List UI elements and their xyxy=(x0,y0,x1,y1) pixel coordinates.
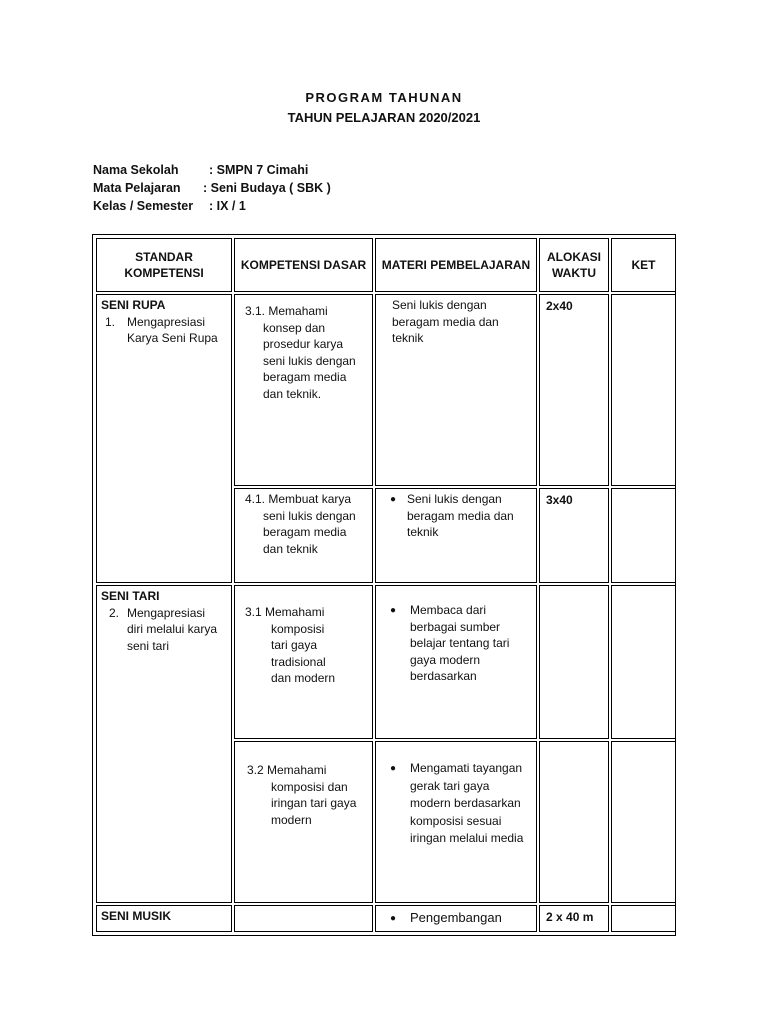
table-header-row xyxy=(96,238,676,292)
kd-text: komposisi dan iringan tari gaya modern xyxy=(271,779,357,827)
list-item xyxy=(390,491,530,541)
info-row-school xyxy=(93,163,309,177)
item-number: 2. xyxy=(109,605,120,620)
info-label: Kelas / Semester xyxy=(93,199,194,213)
info-row-class xyxy=(93,199,246,213)
kd-text: komposisi tari gaya tradisional dan modern xyxy=(271,621,336,685)
kd-lead: 3.1. Memahami xyxy=(245,304,328,318)
info-value: : IX / 1 xyxy=(209,199,246,213)
item-text-cont: Karya Seni Rupa xyxy=(127,331,218,345)
materi-cell xyxy=(375,294,537,486)
bullet-icon: ● xyxy=(390,605,397,616)
kompetensi-cell xyxy=(234,585,373,739)
standar-cell xyxy=(96,905,232,932)
alokasi-cell: 3x40 xyxy=(539,488,609,583)
ket-cell xyxy=(611,585,676,739)
header-kompetensi: KOMPETENSI DASAR xyxy=(234,238,373,292)
materi-cell xyxy=(375,905,537,932)
materi-text: Seni lukis dengan beragam media dan teknik xyxy=(407,492,514,539)
table-row xyxy=(96,585,676,739)
list-item xyxy=(390,760,530,848)
alokasi-cell xyxy=(539,741,609,903)
kompetensi-cell xyxy=(234,741,373,903)
table-row xyxy=(96,294,676,486)
table-row xyxy=(96,905,676,932)
bullet-icon: ● xyxy=(390,494,397,505)
header-ket: KET xyxy=(611,238,676,292)
materi-text: Pengembangan xyxy=(410,910,502,925)
section-title: SENI TARI xyxy=(101,589,160,603)
page-subtitle: TAHUN PELAJARAN 2020/2021 xyxy=(287,110,481,125)
materi-text: Membaca dari berbagai sumber belajar tentang tari gaya modern berdasarkan xyxy=(410,603,510,683)
kd-lead: 3.1 Memahami xyxy=(245,605,325,619)
info-label: Nama Sekolah xyxy=(93,163,179,177)
alokasi-cell: 2 x 40 m xyxy=(539,905,609,932)
materi-text: Seni lukis dengan beragam media dan teknik xyxy=(392,298,499,345)
header-standar: STANDAR KOMPETENSI xyxy=(96,238,232,292)
item-text: Mengapresiasi xyxy=(127,314,206,329)
section-title: SENI MUSIK xyxy=(101,909,172,923)
list-item xyxy=(390,910,530,927)
materi-cell xyxy=(375,488,537,583)
materi-cell xyxy=(375,741,537,903)
standar-cell xyxy=(96,585,232,903)
item-number: 1. xyxy=(105,314,116,329)
standar-cell xyxy=(96,294,232,583)
ket-cell xyxy=(611,488,676,583)
alokasi-cell xyxy=(539,585,609,739)
materi-text: Mengamati tayangan gerak tari gaya modern berdasarkan komposisi sesuai iringan melalui media xyxy=(410,761,524,845)
kd-lead: 3.2 Memahami xyxy=(247,763,327,777)
info-value: : SMPN 7 Cimahi xyxy=(209,163,309,177)
kd-lead: 4.1. Membuat karya xyxy=(245,492,352,506)
page-title: PROGRAM TAHUNAN xyxy=(305,90,463,105)
info-label: Mata Pelajaran xyxy=(93,181,181,195)
materi-cell xyxy=(375,585,537,739)
section-title: SENI RUPA xyxy=(101,298,166,312)
kompetensi-cell xyxy=(234,294,373,486)
ket-cell xyxy=(611,294,676,486)
list-item xyxy=(390,602,530,685)
bullet-icon: ● xyxy=(390,763,397,774)
standar-item xyxy=(97,314,231,347)
info-value: : Seni Budaya ( SBK ) xyxy=(203,181,331,195)
kompetensi-cell xyxy=(234,488,373,583)
ket-cell xyxy=(611,905,676,932)
alokasi-cell: 2x40 xyxy=(539,294,609,486)
ket-cell xyxy=(611,741,676,903)
header-alokasi: ALOKASI WAKTU xyxy=(539,238,609,292)
info-row-subject xyxy=(93,181,331,195)
header-materi: MATERI PEMBELAJARAN xyxy=(375,238,537,292)
standar-item xyxy=(97,605,231,655)
item-text: Mengapresiasi xyxy=(127,605,206,620)
item-text-cont: diri melalui karya seni tari xyxy=(127,622,218,653)
kd-text: konsep dan prosedur karya seni lukis dengan beragam media dan teknik. xyxy=(263,320,356,401)
bullet-icon: ● xyxy=(390,913,397,924)
kd-text: seni lukis dengan beragam media dan teknik xyxy=(263,508,356,556)
program-table xyxy=(92,234,676,936)
kompetensi-cell xyxy=(234,905,373,932)
